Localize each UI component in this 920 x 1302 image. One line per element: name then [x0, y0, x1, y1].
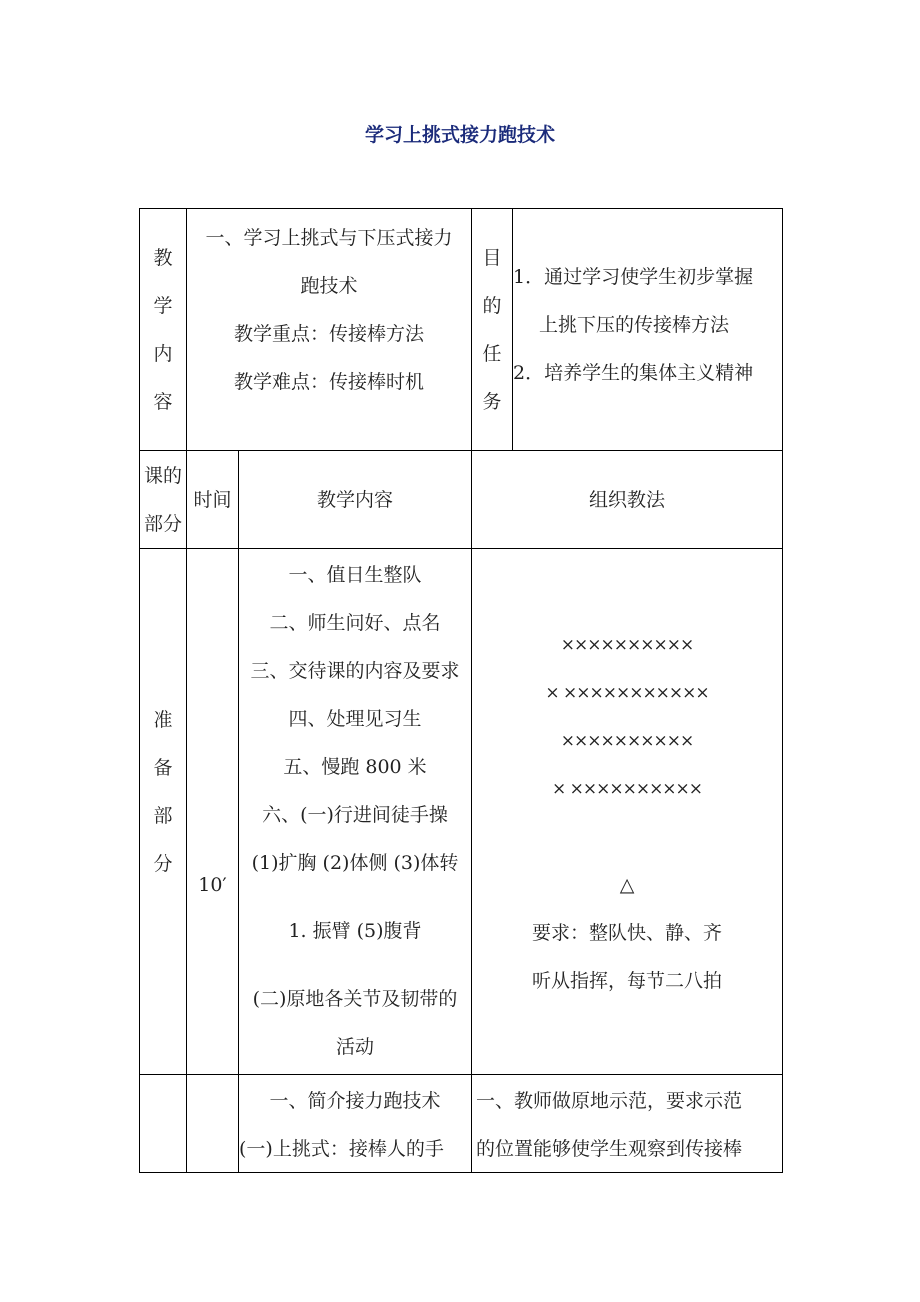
header-line: 部分: [143, 512, 182, 535]
content-line: 三、交待课的内容及要求: [250, 660, 460, 682]
content-line: 二、师生问好、点名: [269, 612, 441, 634]
header-line: 时间: [193, 488, 232, 511]
teaching-content-label: [139, 208, 187, 451]
label-char: 任: [482, 342, 502, 365]
content-line: 活动: [335, 1036, 374, 1058]
header-method: [471, 450, 783, 549]
purpose-line: 上挑下压的传接棒方法: [539, 313, 730, 336]
prep-time: [186, 548, 239, 1075]
label-char: 学: [153, 294, 173, 317]
prep-time-value: 10′: [198, 874, 227, 896]
formation-row: × ××××××××××: [551, 779, 703, 799]
label-char: 备: [153, 756, 173, 779]
content-line: (一)上挑式：接棒人的手: [239, 1138, 444, 1160]
purpose-label: [471, 208, 513, 451]
content-line: 五、慢跑 800 米: [283, 756, 427, 778]
formation-row: ××××××××××: [560, 635, 694, 655]
content-line: 一、值日生整队: [288, 564, 422, 586]
label-char: 部: [153, 804, 173, 827]
purpose-line: 2．培养学生的集体主义精神: [513, 361, 754, 384]
label-char: 务: [482, 390, 502, 413]
teacher-position-icon: △: [619, 874, 635, 896]
content-line: 跑技术: [300, 275, 358, 297]
content-line: 1. 振臂 (5)腹背: [288, 920, 422, 942]
method-line: 一、教师做原地示范，要求示范: [476, 1090, 743, 1112]
method-line: 的位置能够使学生观察到传接棒: [476, 1138, 743, 1160]
label-char: 的: [482, 294, 502, 317]
purpose-line: 1．通过学习使学生初步掌握: [513, 265, 754, 288]
content-line: 一、学习上挑式与下压式接力: [205, 227, 453, 249]
basic-time: [186, 1074, 239, 1173]
basic-method: [471, 1074, 783, 1173]
prep-content: [238, 548, 472, 1075]
content-line: 一、简介接力跑技术: [269, 1090, 441, 1112]
header-content: [238, 450, 472, 549]
content-line: (二)原地各关节及韧带的: [252, 988, 458, 1010]
header-time: [186, 450, 239, 549]
basic-content: [238, 1074, 472, 1173]
header-line: 课的: [143, 464, 182, 487]
label-char: 内: [153, 342, 173, 365]
content-line: (1)扩胸 (2)体侧 (3)体转: [251, 852, 459, 874]
label-char: 准: [153, 708, 173, 731]
header-line: 组织教法: [588, 488, 665, 511]
prep-part-label: [139, 548, 187, 1075]
content-line: 教学重点：传接棒方法: [233, 323, 424, 345]
teaching-content-text: [186, 208, 472, 451]
content-line: 教学难点：传接棒时机: [233, 371, 424, 393]
formation-row: × ×××××××××××: [545, 683, 709, 703]
requirement-line: 听从指挥，每节二八拍: [531, 970, 722, 992]
prep-method: [471, 548, 783, 1075]
header-line: 教学内容: [316, 488, 393, 511]
label-char: 容: [153, 390, 173, 413]
formation-row: ××××××××××: [560, 731, 694, 751]
label-char: 目: [482, 246, 502, 269]
page-title: 学习上挑式接力跑技术: [364, 124, 555, 146]
purpose-text: [512, 208, 783, 451]
header-part: [139, 450, 187, 549]
label-char: 教: [153, 246, 173, 269]
basic-part-label: [139, 1074, 187, 1173]
label-char: 分: [153, 852, 173, 875]
content-line: 六、(一)行进间徒手操: [262, 804, 448, 826]
content-line: 四、处理见习生: [288, 708, 422, 730]
requirement-line: 要求：整队快、静、齐: [531, 922, 722, 944]
